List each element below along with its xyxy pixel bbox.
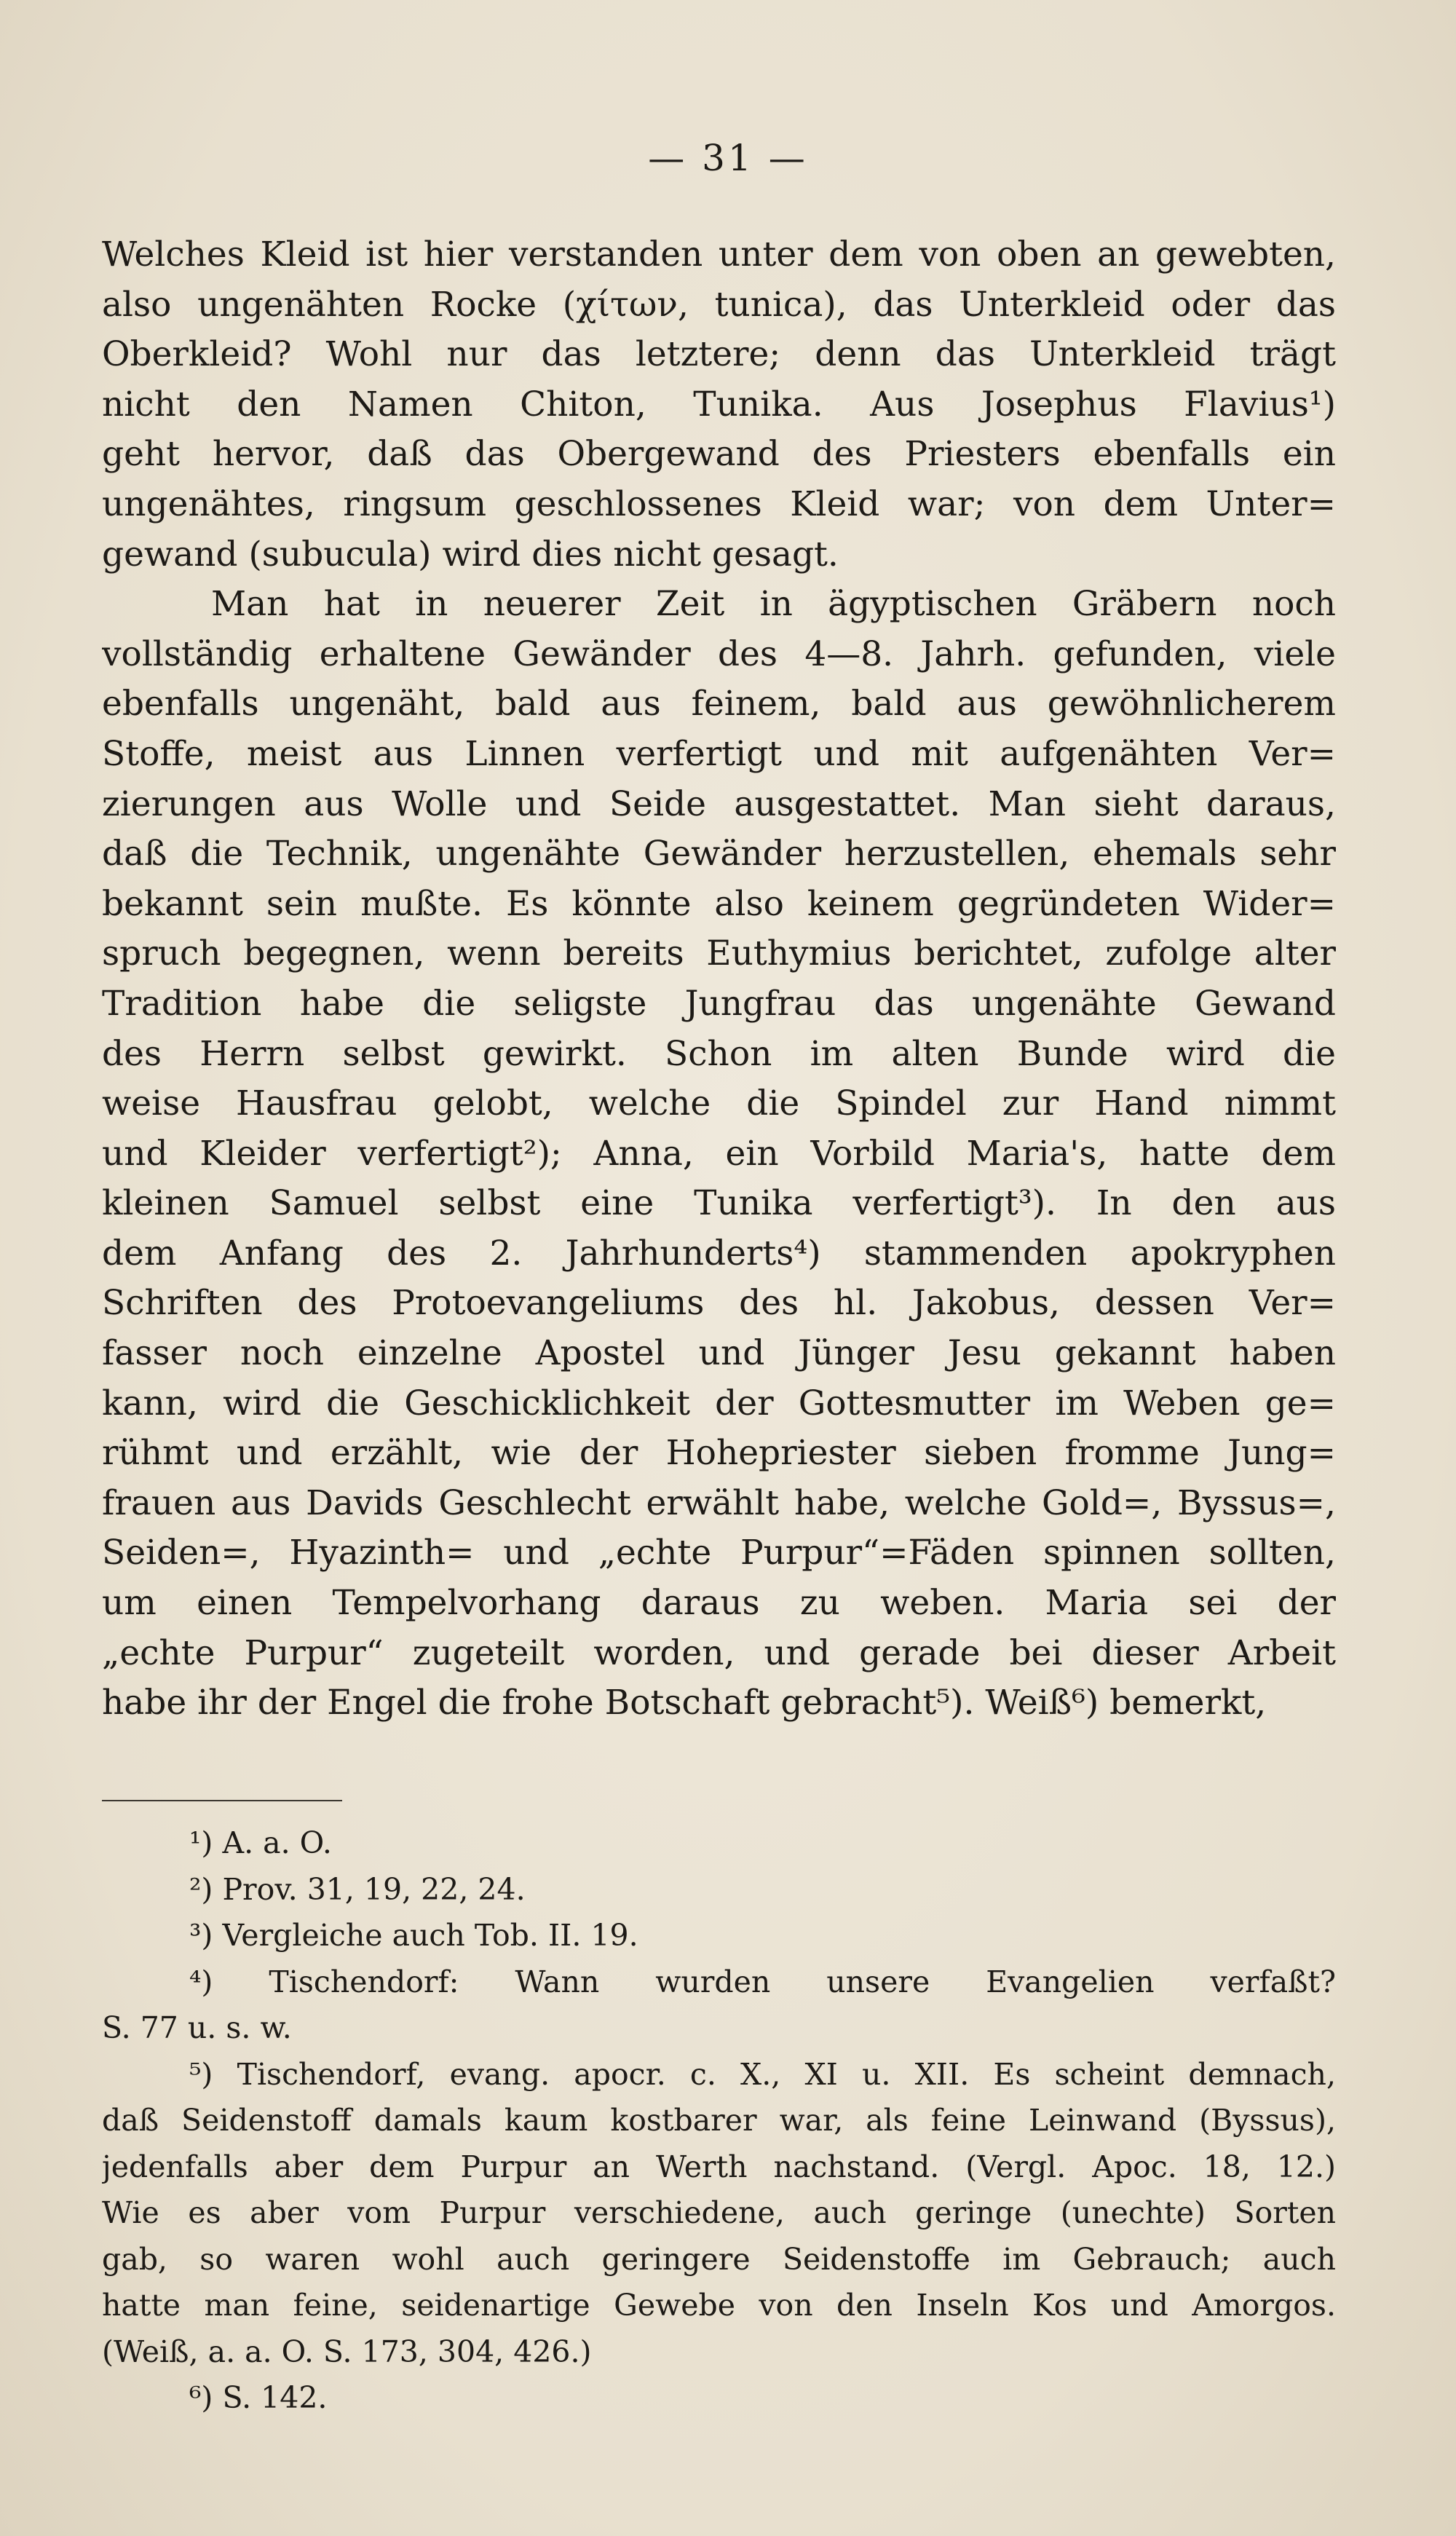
paragraph-first-line: Man hat in neuerer Zeit in ägyptischen Gräbern noch <box>211 584 1336 625</box>
footnote-line: jedenfalls aber dem Purpur an Werth nachstand. (Vergl. Apoc. 18, 12.) <box>102 2149 1336 2184</box>
text-line: „echte Purpur“ zugeteilt worden, und gerade bei dieser Arbeit <box>102 1632 1336 1673</box>
text-line: fasser noch einzelne Apostel und Jünger Jesu gekannt haben <box>102 1333 1336 1374</box>
text-line: kann, wird die Geschicklichkeit der Gottesmutter im Weben ge= <box>102 1383 1336 1423</box>
text-line: spruch begegnen, wenn bereits Euthymius berichtet, zufolge alter <box>102 933 1336 974</box>
text-line: zierungen aus Wolle und Seide ausgestattet. Man sieht daraus, <box>102 783 1336 824</box>
footnote-separator <box>102 1800 342 1801</box>
footnote-line: gab, so waren wohl auch geringere Seidenstoffe im Gebrauch; auch <box>102 2241 1336 2277</box>
text-line: Tradition habe die seligste Jungfrau das ungenähte Gewand <box>102 983 1336 1024</box>
text-line: gewand (subucula) wird dies nicht gesagt. <box>102 534 839 574</box>
text-line: ungenähtes, ringsum geschlossenes Kleid war; von dem Unter= <box>102 483 1336 524</box>
page-number: — 31 — <box>648 137 808 179</box>
text-line: Stoffe, meist aus Linnen verfertigt und mit aufgenähten Ver= <box>102 733 1336 774</box>
footnote-line: ²) Prov. 31, 19, 22, 24. <box>189 1871 526 1907</box>
footnote-line: S. 77 u. s. w. <box>102 2010 292 2045</box>
text-line: Seiden=, Hyazinth= und „echte Purpur“=Fäden spinnen sollten, <box>102 1533 1336 1573</box>
text-line: daß die Technik, ungenähte Gewänder herzustellen, ehemals sehr <box>102 834 1336 874</box>
text-line: geht hervor, daß das Obergewand des Priesters ebenfalls ein <box>102 434 1336 475</box>
text-line: bekannt sein mußte. Es könnte also keinem gegründeten Wider= <box>102 883 1336 924</box>
footnote-line: ⁴) Tischendorf: Wann wurden unsere Evangelien verfaßt? <box>189 1964 1336 1999</box>
footnote-line: ³) Vergleiche auch Tob. II. 19. <box>189 1918 638 1953</box>
footnote-line: Wie es aber vom Purpur verschiedene, auch geringe (unechte) Sorten <box>102 2195 1336 2230</box>
footnote-line: (Weiß, a. a. O. S. 173, 304, 426.) <box>102 2334 592 2369</box>
text-line: des Herrn selbst gewirkt. Schon im alten Bunde wird die <box>102 1033 1336 1074</box>
text-line: weise Hausfrau gelobt, welche die Spindel zur Hand nimmt <box>102 1083 1336 1124</box>
text-line: rühmt und erzählt, wie der Hohepriester sieben fromme Jung= <box>102 1433 1336 1474</box>
main-text <box>102 230 1336 1729</box>
footnotes <box>102 1820 1336 2422</box>
text-line: frauen aus Davids Geschlecht erwählt habe, welche Gold=, Byssus=, <box>102 1482 1336 1523</box>
text-line: und Kleider verfertigt²); Anna, ein Vorbild Maria's, hatte dem <box>102 1133 1336 1174</box>
text-line: Welches Kleid ist hier verstanden unter dem von oben an gewebten, <box>102 234 1336 274</box>
text-line: dem Anfang des 2. Jahrhunderts⁴) stammenden apokryphen <box>102 1233 1336 1273</box>
text-line: Schriften des Protoevangeliums des hl. Jakobus, dessen Ver= <box>102 1283 1336 1324</box>
footnote-line: daß Seidenstoff damals kaum kostbarer war, als feine Leinwand (Byssus), <box>102 2103 1336 2138</box>
text-line: nicht den Namen Chiton, Tunika. Aus Josephus Flavius¹) <box>102 384 1336 424</box>
text-line: um einen Tempelvorhang daraus zu weben. Maria sei der <box>102 1583 1336 1624</box>
text-line: kleinen Samuel selbst eine Tunika verfertigt³). In den aus <box>102 1183 1336 1224</box>
footnote-line: hatte man feine, seidenartige Gewebe von den Inseln Kos und Amorgos. <box>102 2288 1336 2323</box>
text-line: also ungenähten Rocke (χίτων, tunica), das Unterkleid oder das <box>102 284 1336 325</box>
footnote-line: ¹) A. a. O. <box>189 1825 332 1860</box>
text-line: vollständig erhaltene Gewänder des 4—8. Jahrh. gefunden, viele <box>102 633 1336 674</box>
text-line: ebenfalls ungenäht, bald aus feinem, bald aus gewöhnlicherem <box>102 684 1336 724</box>
footnote-line: ⁵) Tischendorf, evang. apocr. c. X., XI u. XII. Es scheint demnach, <box>189 2056 1336 2092</box>
text-line: habe ihr der Engel die frohe Botschaft gebracht⁵). Weiß⁶) bemerkt, <box>102 1683 1267 1723</box>
text-line: Oberkleid? Wohl nur das letztere; denn das Unterkleid trägt <box>102 334 1336 375</box>
footnote-line: ⁶) S. 142. <box>189 2380 328 2415</box>
